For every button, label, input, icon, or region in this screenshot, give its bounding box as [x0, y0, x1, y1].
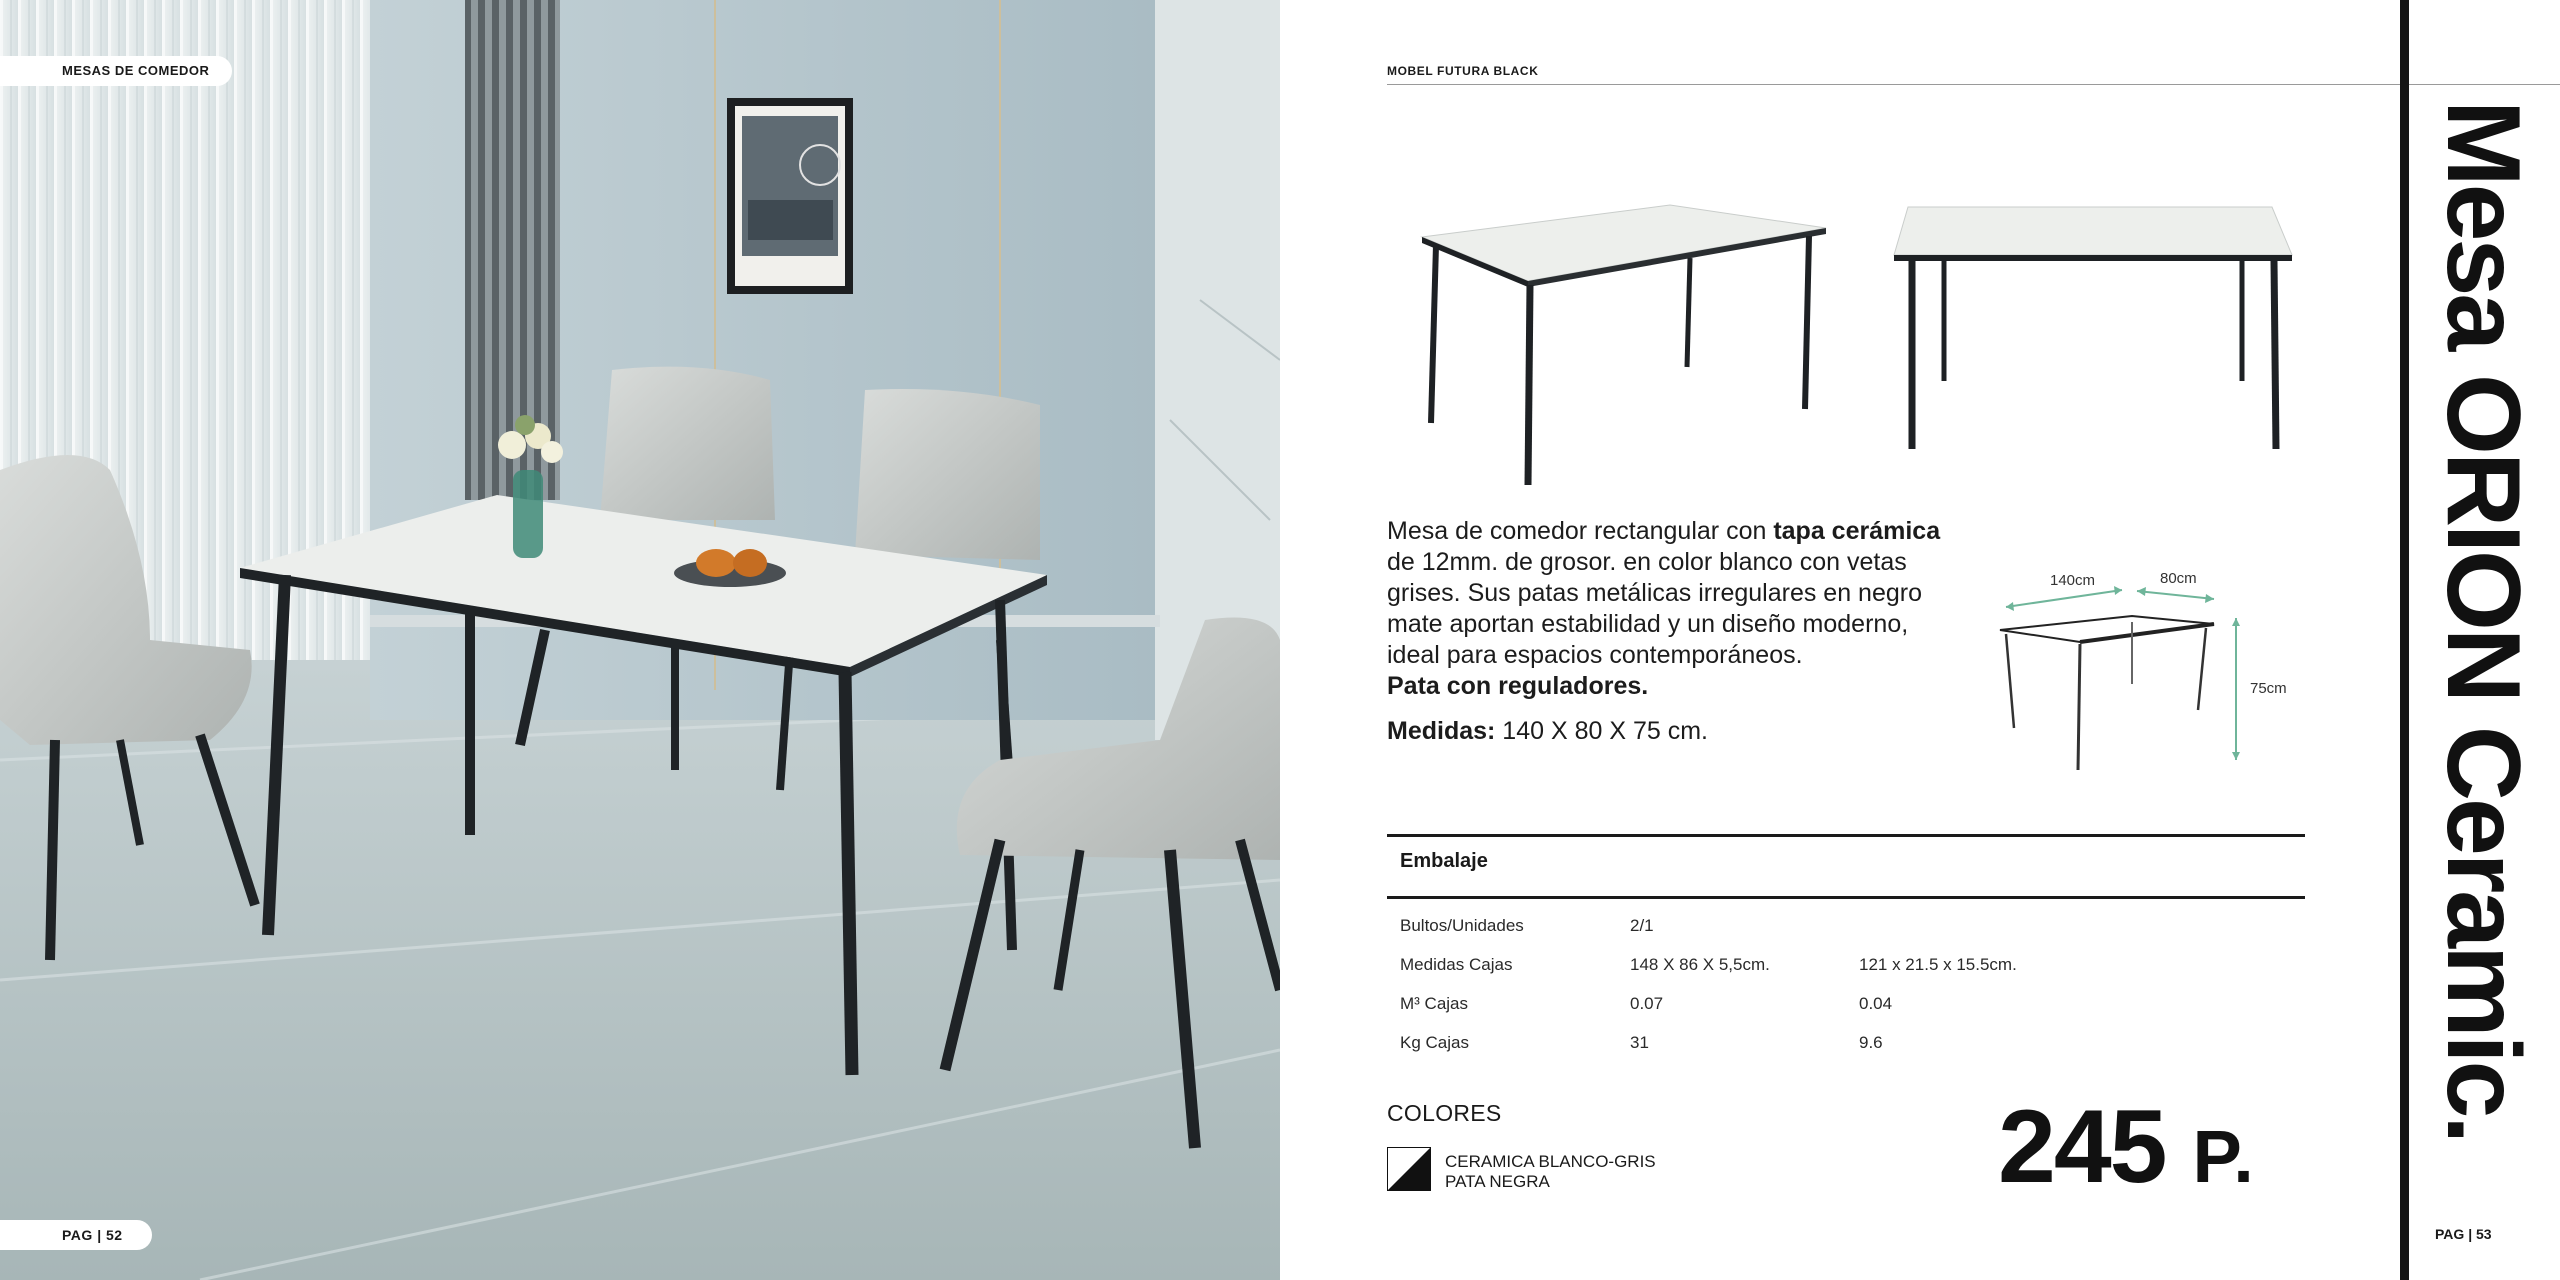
description-text-1: Mesa de comedor rectangular con [1387, 517, 1774, 545]
dim-length-label: 140cm [2050, 572, 2096, 589]
table-row [1400, 984, 2099, 1023]
product-title-vertical: Mesa ORION Ceramic. [2425, 100, 2541, 1142]
measurements [1387, 716, 1947, 747]
row-value-2 [1859, 906, 2099, 945]
row-value-2: 9.6 [1859, 1032, 1883, 1052]
measurements-label: Medidas: [1387, 717, 1496, 745]
row-value-1: 0.07 [1630, 993, 1664, 1013]
description-bold-1: tapa cerámica [1773, 517, 1941, 545]
dim-height-label: 75cm [2250, 680, 2287, 697]
row-value-2: 121 x 21.5 x 15.5cm. [1859, 954, 2017, 974]
description-bold-2: Pata con reguladores. [1387, 672, 1649, 700]
table-row [1400, 945, 2099, 984]
description-text-2: de 12mm. de grosor. en color blanco con vetas grises. Sus patas metálicas irregulares en negro mate aportan estabilidad y un diseño moderno, ideal para espacios contemporáneos. [1387, 548, 1922, 669]
packaging-table [1400, 906, 2099, 1062]
row-value-1: 2/1 [1630, 915, 1654, 935]
right-page [1280, 0, 2560, 1280]
dimension-diagram-icon [1992, 562, 2292, 782]
price [1998, 1089, 2255, 1205]
color-line-2: PATA NEGRA [1445, 1172, 1550, 1191]
color-description [1445, 1152, 1656, 1192]
brand-header [1387, 64, 1538, 78]
description-body [1387, 516, 1947, 702]
brand-emphasis: BLACK [1493, 64, 1539, 78]
price-currency: P. [2192, 1115, 2255, 1198]
packaging-title: Embalaje [1400, 850, 1488, 872]
colors-title: COLORES [1387, 1100, 1502, 1126]
measurements-value: 140 X 80 X 75 cm. [1495, 717, 1708, 745]
row-value-1: 148 X 86 X 5,5cm. [1630, 954, 1770, 974]
row-label: Bultos/Unidades [1400, 915, 1524, 935]
color-line-1: CERAMICA BLANCO-GRIS [1445, 1152, 1656, 1171]
brand-prefix: MOBEL FUTURA [1387, 64, 1494, 78]
product-description [1387, 516, 1947, 747]
packaging-header-rule [1387, 896, 2305, 899]
header-divider [1387, 84, 2560, 85]
row-value-1: 31 [1630, 1032, 1649, 1052]
vertical-accent-bar [2400, 0, 2409, 1280]
section-label: MESAS DE COMEDOR [0, 56, 232, 86]
page-number-left: PAG | 52 [0, 1220, 152, 1250]
row-label: Kg Cajas [1400, 1032, 1469, 1052]
table-row [1400, 1023, 2099, 1062]
price-amount: 245 [1998, 1089, 2166, 1205]
table-row [1400, 906, 2099, 945]
table-front-icon [1420, 195, 1840, 495]
page-number-right: PAG | 53 [2435, 1226, 2492, 1242]
table-side-icon [1892, 205, 2300, 455]
row-label: Medidas Cajas [1400, 954, 1513, 974]
packaging-top-rule [1387, 834, 2305, 837]
row-label: M³ Cajas [1400, 993, 1469, 1013]
dim-width-label: 80cm [2160, 570, 2197, 587]
row-value-2: 0.04 [1859, 993, 1893, 1013]
color-swatch [1387, 1147, 1431, 1191]
